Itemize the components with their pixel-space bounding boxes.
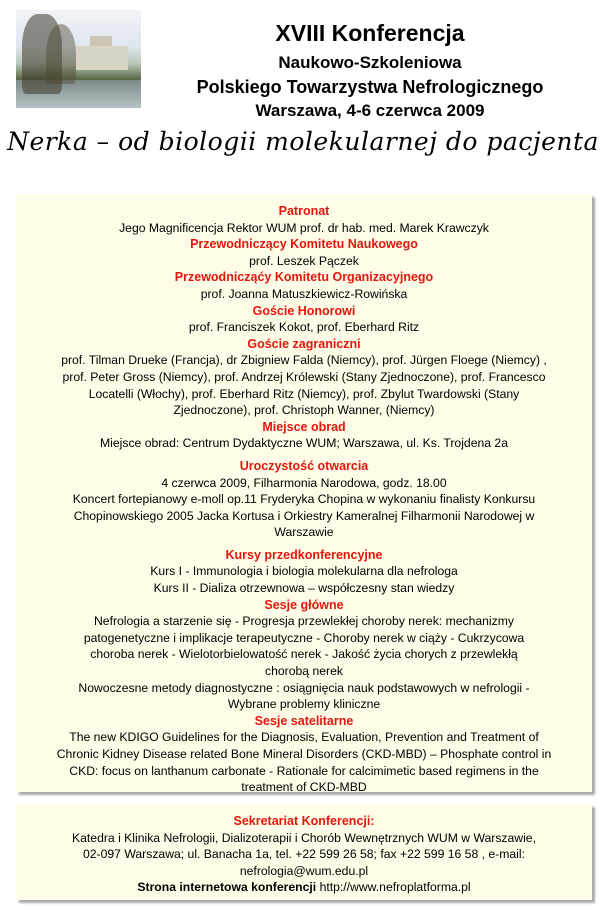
section-heading-honorary-guests: Goście Honorowi [252, 303, 356, 318]
header [0, 0, 606, 190]
main-sessions-line: Wybrane problemy kliniczne [227, 697, 381, 712]
main-sessions-line: Nefrologia a starzenie się - Progresja przewlekłej choroby nerek: mechanizmy [94, 614, 514, 629]
opening-line: Koncert fortepianowy e-moll op.11 Fryderyka Chopina w wykonaniu finalisty Konkursu [72, 492, 536, 507]
opening-line: Chopinowskiego 2005 Jacka Kortusa i Orkiestry Kameralnej Filharmonii Narodowej w [73, 508, 535, 523]
foreign-guests-line: prof. Tilman Drueke (Francja), dr Zbigniew Falda (Niemcy), prof. Jürgen Floege (Niemcy) , [61, 353, 547, 368]
main-sessions-line: chorobą nerek [265, 664, 343, 679]
section-heading-satellite-sessions: Sesje satelitarne [254, 713, 354, 728]
satellite-sessions-line: Chronic Kidney Disease related Bone Mineral Disorders (CKD-MBD) – Phosphate control in [56, 747, 552, 761]
course-line: Kurs I - Immunologia i biologia molekularna dla nefrologa [150, 564, 458, 579]
satellite-sessions-line: treatment of CKD-MBD [241, 780, 367, 795]
website-row [26, 879, 582, 896]
main-sessions-line: Nowoczesne metody diagnostyczne : osiągnięcia nauk podstawowych w nefrologii - [78, 680, 530, 695]
opening-line: 4 czerwca 2009, Filharmonia Narodowa, godz. 18.00 [161, 475, 447, 490]
conference-place-date: Warszawa, 4-6 czerwca 2009 [255, 101, 485, 120]
conference-organizer: Polskiego Towarzystwa Nefrologicznego [196, 77, 544, 97]
foreign-guests-line: Zjednoczone), prof. Christoph Wanner, (Niemcy) [173, 403, 435, 418]
section-heading-organizing-chair: Przewodnicząćy Komitetu Organizacyjnego [174, 270, 434, 285]
section-heading-main-sessions: Sesje główne [264, 597, 344, 612]
section-heading-foreign-guests: Goście zagraniczni [247, 336, 361, 351]
main-sessions-line: choroba nerek - Wielotorbielowatość nerek - Jakość życia chorych z przewlekłą [90, 647, 518, 662]
satellite-sessions-line: The new KDIGO Guidelines for the Diagnosis, Evaluation, Prevention and Treatment of [69, 730, 539, 745]
scientific-chair-text: prof. Leszek Pączek [249, 253, 359, 268]
satellite-sessions-line: CKD: focus on lanthanum carbonate - Rationale for calcimimetic based regimens in the [69, 763, 539, 778]
honorary-guests-text: prof. Franciszek Kokot, prof. Eberhard Ritz [188, 320, 420, 335]
website-link[interactable]: http://www.nefroplatforma.pl [319, 880, 471, 895]
section-heading-secretariat: Sekretariat Konferencji: [233, 814, 375, 828]
conference-title: XVIII Konferencja [275, 20, 465, 46]
opening-line: Warszawie [274, 525, 334, 540]
main-sessions-line: patogenetyczne i implikacje terapeutyczne - Choroby nerek w ciąży - Cukrzycowa [83, 630, 525, 645]
secretariat-line: Katedra i Klinika Nefrologii, Dializoterapii i Chorób Wewnętrznych WUM w Warszawie, [72, 830, 536, 845]
section-heading-scientific-chair: Przewodniczący Komitetu Naukowego [190, 237, 418, 252]
secretariat-box [16, 804, 592, 900]
section-heading-courses: Kursy przedkonferencyjne [225, 547, 383, 562]
conference-slogan: Nerka – od biologii molekularnej do pacjenta [7, 127, 599, 156]
header-photo [16, 10, 141, 108]
venue-text: Miejsce obrad: Centrum Dydaktyczne WUM; Warszawa, ul. Ks. Trojdena 2a [100, 436, 508, 451]
foreign-guests-line: prof. Peter Gross (Niemcy), prof. Andrzej Królewski (Stany Zjednoczone), prof. Francesco [62, 369, 546, 384]
section-heading-patronat: Patronat [278, 204, 330, 218]
section-heading-opening: Uroczystość otwarcia [239, 458, 369, 473]
organizing-chair-text: prof. Joanna Matuszkiewicz-Rowińska [200, 286, 408, 301]
section-heading-venue: Miejsce obrad [262, 419, 346, 434]
conference-subtitle: Naukowo-Szkoleniowa [278, 53, 462, 72]
patronat-text: Jego Magnificencja Rektor WUM prof. dr hab. med. Marek Krawczyk [119, 220, 489, 235]
secretariat-line: nefrologia@wum.edu.pl [239, 863, 369, 878]
secretariat-line: 02-097 Warszawa; ul. Banacha 1a, tel. +22 599 26 58; fax +22 599 16 58 , e-mail: [83, 847, 525, 862]
website-label: Strona internetowa konferencji [137, 880, 317, 895]
course-line: Kurs II - Dializa otrzewnowa – współczesny stan wiedzy [153, 581, 455, 596]
foreign-guests-line: Locatelli (Włochy), prof. Eberhard Ritz (Niemcy), prof. Zbylut Twardowski (Stany [88, 386, 520, 401]
program-box [16, 194, 592, 795]
